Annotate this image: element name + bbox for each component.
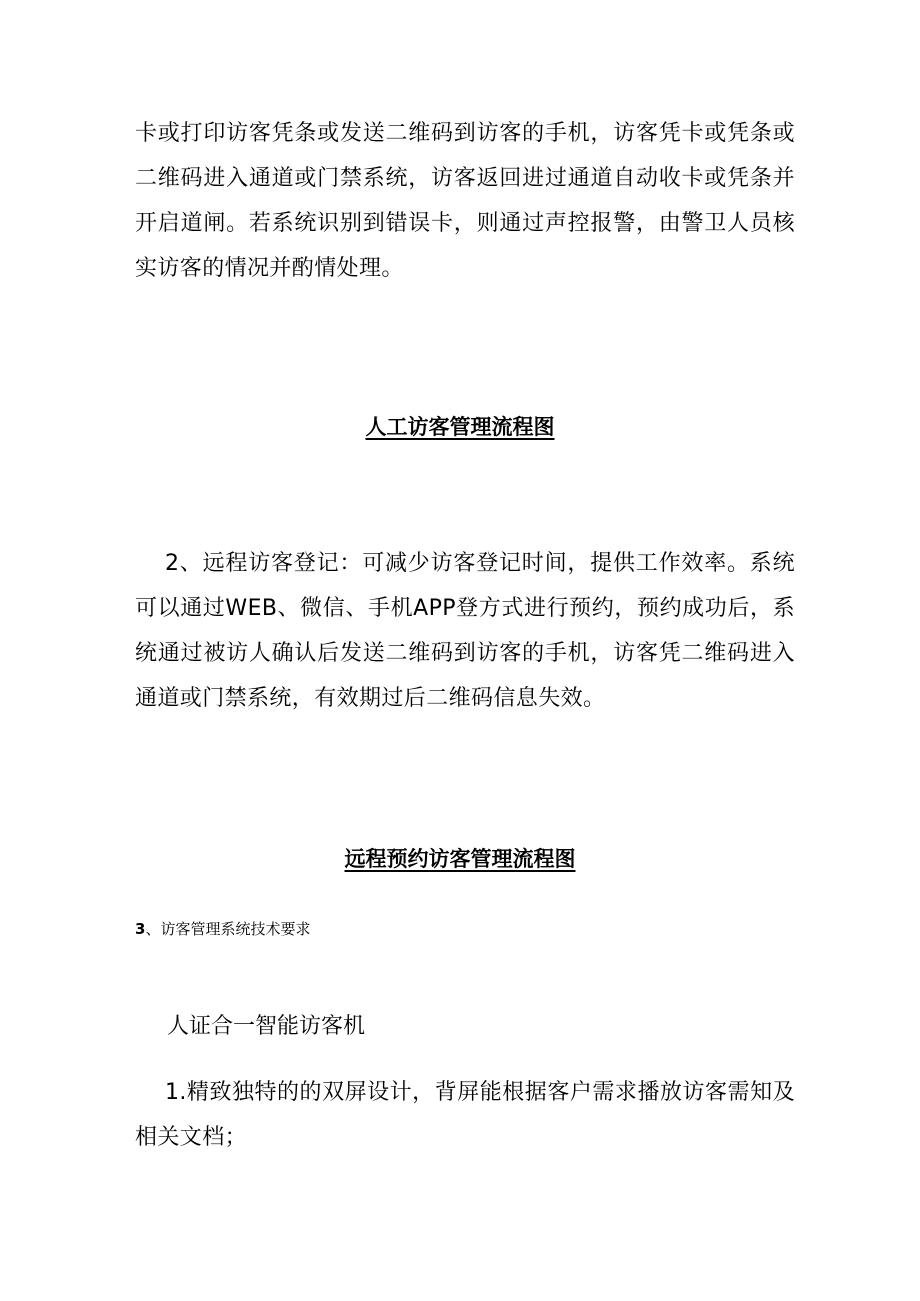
section-title-technical-requirements	[135, 918, 310, 939]
heading-remote-booking-flowchart: 远程预约访客管理流程图	[344, 847, 576, 871]
list-item-dual-screen: 1.精致独特的的双屏设计，背屏能根据客户需求播放访客需知及相关文档；	[135, 1080, 795, 1150]
paragraph-remote-visitor-registration: 2、远程访客登记：可减少访客登记时间，提供工作效率。系统可以通过WEB、微信、手机APP登方式进行预约，预约成功后，系统通过被访人确认后发送二维码到访客的手机，访客凭二维码进入通道或门禁系统，有效期过后二维码信息失效。	[135, 551, 795, 711]
heading-manual-visitor-flowchart: 人工访客管理流程图	[365, 415, 555, 439]
paragraph-visitor-pass-process: 卡或打印访客凭条或发送二维码到访客的手机，访客凭卡或凭条或二维码进入通道或门禁系统，访客返回进过通道自动收卡或凭条并开启道闸。若系统识别到错误卡，则通过声控报警，由警卫人员核实访客的情况并酌情处理。	[135, 121, 795, 281]
section-title-text: 、访客管理系统技术要求	[145, 920, 311, 938]
subtitle-visitor-kiosk: 人证合一智能访客机	[167, 1014, 366, 1039]
section-number: 3	[135, 920, 146, 938]
